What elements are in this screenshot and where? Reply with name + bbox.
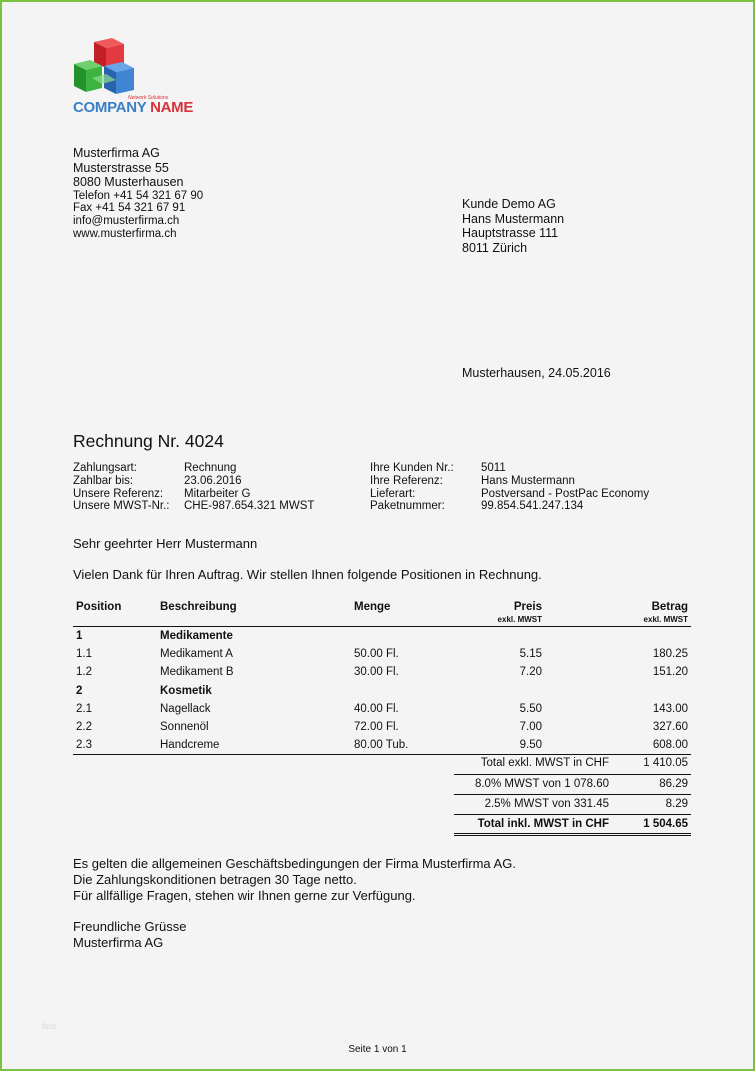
cell-quantity: 72.00 Fl. [354, 720, 399, 733]
logo-wordmark: COMPANY NAME [73, 99, 194, 116]
cell-position: 2.3 [76, 739, 92, 752]
table-row [73, 663, 691, 681]
cell-description: Medikament A [160, 648, 233, 661]
header-price: Preis exkl. MWST [497, 601, 542, 624]
sender-address [73, 146, 203, 241]
table-row [73, 645, 691, 663]
meta-label: Unsere Referenz: [73, 487, 164, 500]
meta-value: Postversand - PostPac Economy [481, 487, 650, 500]
table-row [73, 718, 691, 736]
sender-website: www.musterfirma.ch [73, 227, 177, 240]
cell-position: 2.1 [76, 702, 92, 715]
cell-price: 9.50 [519, 739, 542, 752]
sender-street: Musterstrasse 55 [73, 160, 169, 175]
sender-city: 8080 Musterhausen [73, 175, 184, 189]
cell-quantity: 80.00 Tub. [354, 739, 409, 752]
table-body [73, 627, 691, 755]
cell-position: 1 [76, 630, 83, 642]
invoice-meta-right [370, 462, 649, 513]
recipient-company: Kunde Demo AG [462, 197, 556, 211]
meta-value: 99.854.541.247.134 [481, 500, 584, 513]
place-date: Musterhausen, 24.05.2016 [462, 366, 611, 380]
line-items-table [73, 599, 691, 755]
intro-text: Vielen Dank für Ihren Auftrag. Wir stellen Ihnen folgende Positionen in Rechnung. [73, 567, 542, 582]
sender-phone: Telefon +41 54 321 67 90 [73, 189, 204, 202]
vat-8-row: 8.0% MWST von 1 078.60 86.29 [454, 774, 691, 794]
cell-price: 7.20 [519, 666, 542, 679]
sender-name: Musterfirma AG [73, 146, 160, 160]
grand-total-row: Total inkl. MWST in CHF 1 504.65 [454, 814, 691, 836]
cell-price: 5.50 [519, 702, 542, 715]
cell-quantity: 30.00 Fl. [354, 666, 399, 679]
closing-greeting: Freundliche Grüsse Musterfirma AG [73, 919, 187, 950]
recipient-person: Hans Mustermann [462, 211, 565, 226]
meta-label: Zahlbar bis: [73, 474, 134, 487]
header-description: Beschreibung [160, 601, 237, 613]
watermark: fsco [42, 1022, 57, 1031]
vat-2-5-row: 2.5% MWST von 331.45 8.29 [454, 794, 691, 814]
cell-position: 2.2 [76, 720, 92, 733]
logo-tagline: Network Solutions [128, 95, 169, 101]
table-group-row [73, 627, 691, 645]
header-amount: Betrag exkl. MWST [643, 601, 688, 624]
recipient-city: 8011 Zürich [462, 240, 528, 255]
cell-amount: 327.60 [652, 720, 688, 733]
meta-value: Hans Mustermann [481, 474, 575, 487]
invoice-meta-left [73, 462, 314, 513]
meta-label: Zahlungsart: [73, 462, 137, 474]
cell-description: Medikamente [160, 630, 233, 642]
totals-block [454, 754, 691, 836]
meta-label: Lieferart: [370, 487, 416, 500]
meta-value: 5011 [481, 462, 506, 474]
cell-amount: 151.20 [652, 666, 688, 679]
terms-text: Es gelten die allgemeinen Geschäftsbedingungen der Firma Musterfirma AG. Die Zahlungskonditionen betragen 30 Tage netto. Für allfällige Fragen, stehen wir Ihnen gerne zur Verfügung. [73, 856, 516, 903]
table-header [73, 599, 691, 627]
cell-description: Sonnenöl [160, 720, 209, 733]
cell-description: Nagellack [160, 702, 211, 715]
meta-value: Rechnung [184, 462, 237, 474]
cell-amount: 608.00 [652, 739, 688, 752]
cell-price: 7.00 [519, 720, 542, 733]
meta-label: Ihre Kunden Nr.: [370, 462, 454, 474]
company-logo [72, 38, 194, 120]
sender-email: info@musterfirma.ch [73, 215, 180, 228]
meta-value: CHE-987.654.321 MWST [184, 500, 315, 513]
meta-label: Ihre Referenz: [370, 474, 443, 487]
header-quantity: Menge [354, 601, 391, 613]
cell-position: 1.2 [76, 666, 92, 679]
cell-description: Handcreme [160, 739, 220, 752]
table-row [73, 736, 691, 754]
cell-position: 1.1 [76, 648, 92, 661]
cell-position: 2 [76, 684, 83, 697]
meta-value: 23.06.2016 [184, 474, 242, 487]
cell-price: 5.15 [519, 648, 542, 661]
cell-description: Kosmetik [160, 684, 212, 697]
cell-amount: 180.25 [652, 648, 688, 661]
recipient-address [462, 197, 564, 255]
total-net-row: Total exkl. MWST in CHF 1 410.05 [480, 757, 688, 769]
sender-fax: Fax +41 54 321 67 91 [73, 202, 186, 215]
meta-label: Unsere MWST-Nr.: [73, 500, 170, 513]
cell-amount: 143.00 [652, 702, 688, 715]
cell-quantity: 50.00 Fl. [354, 648, 399, 661]
salutation: Sehr geehrter Herr Mustermann [73, 536, 258, 551]
table-row [73, 700, 691, 718]
table-group-row [73, 682, 691, 700]
header-position: Position [76, 601, 122, 613]
invoice-title: Rechnung Nr. 4024 [73, 431, 224, 451]
meta-label: Paketnummer: [370, 500, 445, 513]
recipient-street: Hauptstrasse 111 [462, 226, 559, 240]
page-number: Seite 1 von 1 [348, 1044, 407, 1055]
cell-quantity: 40.00 Fl. [354, 702, 399, 715]
cubes-icon [72, 38, 142, 100]
meta-value: Mitarbeiter G [184, 487, 251, 500]
cell-description: Medikament B [160, 666, 234, 679]
